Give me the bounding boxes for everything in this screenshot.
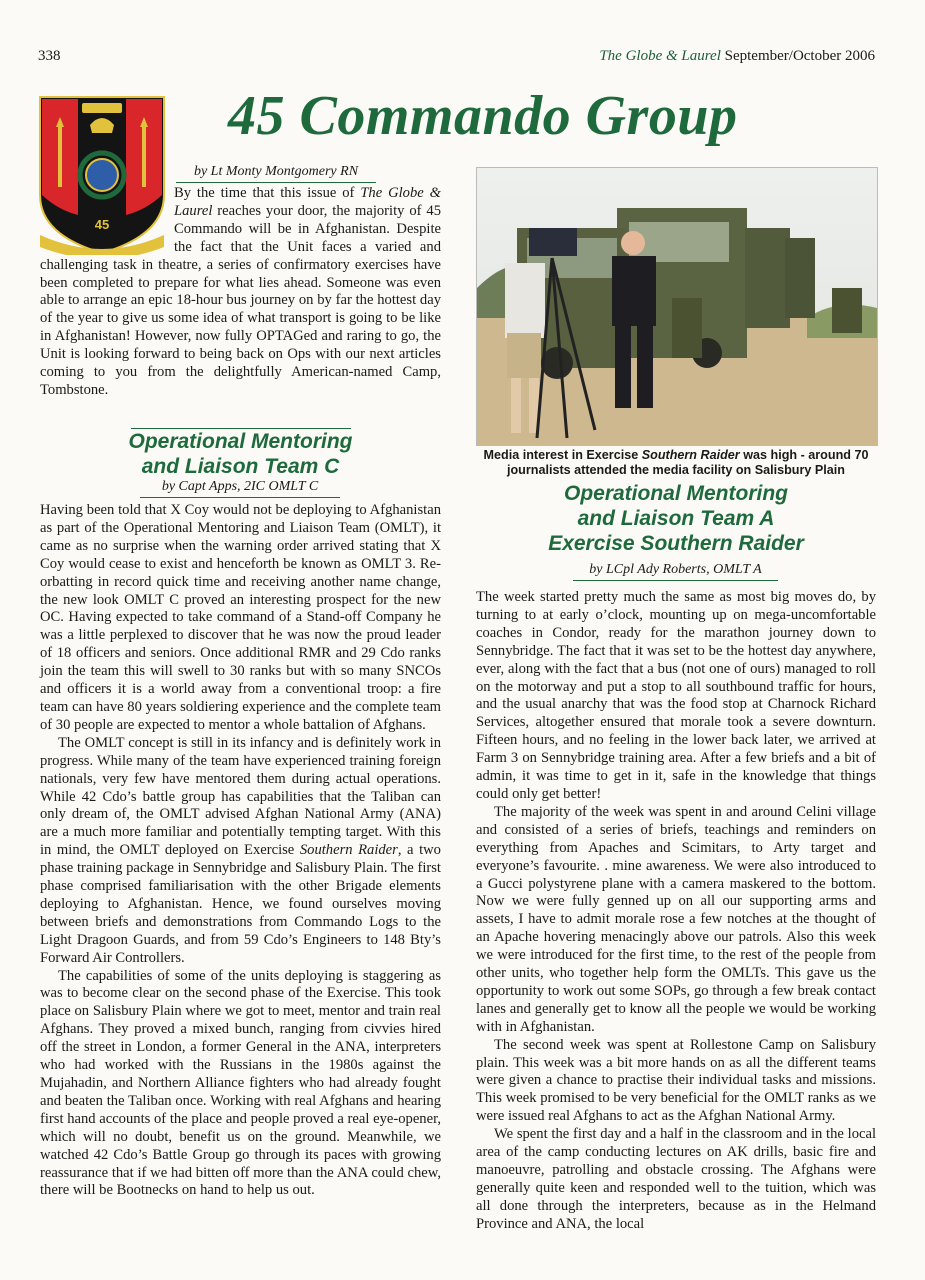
section-c-paragraph-3: The capabilities of some of the units deploying is staggering as was to become clear on the second phase of the Exercise. This took place on Salisbury Plain where we got to meet, mentor and train real Afghans. They proved a mixed bunch, ranging from civvies hired off the street in London, a former General in the ANA, interpreters who had worked with the Russians in the 1980s against the Mujahadin, and Northern Alliance fighters who had already fought and beaten the Taliban once. Working with real Afghans and hearing first hand accounts of the place and people proved a real eye-opener, which will no doubt, benefit us on the ground. Meanwhile, we watched 42 Cdo’s Battle Group go through its paces with growing reassurance that if we had bitten off more than the ANA could chew, there will be Bootnecks on hand to help us out. <box>40 967 441 1199</box>
page-number: 338 <box>38 48 61 64</box>
article-title: 45 Commando Group <box>228 85 738 147</box>
section-a-paragraph-3: The second week was spent at Rollestone Camp on Salisbury plain. This week was a bit more hands on as all the different teams were given a chance to practise their individual tasks and missions. This week promised to be very beneficial for the OMLT ranks as we were issued real Afghans to act as the Afghan National Army. <box>476 1036 876 1125</box>
section-c-byline: by Capt Apps, 2IC OMLT C <box>140 479 340 498</box>
running-header <box>599 48 875 65</box>
photo-caption: Media interest in Exercise Southern Raider was high - around 70 journalists attended the media facility on Salisbury Plain <box>483 448 869 477</box>
section-c-body <box>40 502 441 1200</box>
section-a-paragraph-2: The majority of the week was spent in and around Celini village and consisted of a series of briefs, teachings and reminders on everything from Apaches and Scimitars, to Arty target and everyone’s favourite. . mine awareness. We were also introduced to a Gucci polystyrene plane with a camera maskered to the bottom. Now we were fully genned up on all our supporting arms and assets, I have to admit morale rose a few notches at the thought of an Apache hovering menacingly above our patrols. Also this week we were introduced for the first time, to the rest of the people from other units, who together help form the OMLTs. This gave us the opportunity to work out some SOPs, go through a few break contact lanes and generally get to know all the people we would be working with in Afghanistan. <box>476 803 876 1035</box>
section-a-heading: Operational Mentoring and Liaison Team A Exercise Southern Raider <box>548 482 804 555</box>
crest-number: 45 <box>94 217 110 232</box>
section-a-body <box>476 589 876 1234</box>
section-a-byline: by LCpl Ady Roberts, OMLT A <box>573 562 778 581</box>
section-c-paragraph-2: The OMLT concept is still in its infancy and is definitely work in progress. While many of the team have experienced training foreign nationals, very few have mentored them during actual operations. While 42 Cdo’s battle group has capabilities that the Taliban can only dream of, the OMLT advised Afghan National Army (ANA) are a much more familiar and potentially tempting target. With this in mind, the OMLT deployed on Exercise Southern Raider, a two phase training package in Sennybridge and Salisbury Plain. The first phase comprised familiarisation with the other Brigade elements deploying to Afghanistan. Hence, we found ourselves moving between briefs and demonstrations from Commando Logs to the Light Dragoon Guards, and from 59 Cdo’s Engineers to 148 Bty’s Forward Air Controllers. <box>40 734 441 966</box>
section-a-paragraph-1: The week started pretty much the same as most big moves do, by turning to at early o’clock, mounting up on mega-uncomfortable coaches in Condor, ready for the marathon journey down to Sennybridge. The fact that it was set to be the hottest day anywhere, ever, along with the fact that a bus (not one of ours) managed to roll on the motorway and put a stop to all southbound traffic for hours, and the usual anarchy that was the food stop at Charnock Richard Services, altogether ensured that morale took a severe downturn. Fifteen hours, and no feeling in the lower back later, we arrived at Farm 3 on Sennybridge training area. After a few briefs and a bit of admin, it was time to get in it, safe in the knowledge that things could only get better! <box>476 589 876 802</box>
section-c-heading: Operational Mentoring and Liaison Team C <box>128 430 353 478</box>
publication-italic: The Globe & Laurel <box>174 185 441 219</box>
intro-byline: by Lt Monty Montgomery RN <box>176 164 376 183</box>
publication-name: The Globe & Laurel <box>599 48 721 64</box>
section-c-paragraph-1: Having been told that X Coy would not be deploying to Afghanistan as part of the Operational Mentoring and Liaison Team (OMLT), it came as no surprise when the warning order arrived stating that X Coy would cease to exist and henceforth be known as OMLT 3. Re-orbatting in record quick time and receiving another name change, the new look OMLT C proved an interesting prospect for the new OC. Having expected to take command of a Stand-off Company he was a little perplexed to discover that he was now the proud leader of 18 officers and seniors. Once additional RMR and 29 Cdo ranks join the team this will swell to 30 ranks but with so many SNCOs and officers it is a world away from a conventional troop: a fire team can have 80 years soldiering experience and the complete team of 30 people are expected to mentor a whole battalion of Afghans. <box>40 502 441 733</box>
issue-date: September/October 2006 <box>724 48 875 64</box>
media-photo <box>476 167 878 446</box>
intro-paragraph: By the time that this issue of The Globe & Laurel reaches your door, the majority of 45 Commando will be in Afghanistan. Despite the fact that the Unit faces a varied and challenging task in theatre, a series of confirmatory exercises have been completed to prepare for what lies ahead. Someone was even able to arrange an epic 18-hour bus journey on by far the hottest day of the year to give us some idea of what transport is going to be like in Afghanistan! However, now fully OPTAGed and raring to go, the Unit is looking forward to being back on Ops with our next articles coming to you from the delightfully American-named Camp, Tombstone. <box>40 185 441 398</box>
section-a-paragraph-4: We spent the first day and a half in the classroom and in the local area of the camp conducting lectures on AK drills, basic fire and manoeuvre, patrolling and obstacle crossing. The Afghans were generally quite keen and responded well to the tuition, which was all done through the interpreters, because as in the Helmand Province and ANA, the local <box>476 1126 876 1232</box>
